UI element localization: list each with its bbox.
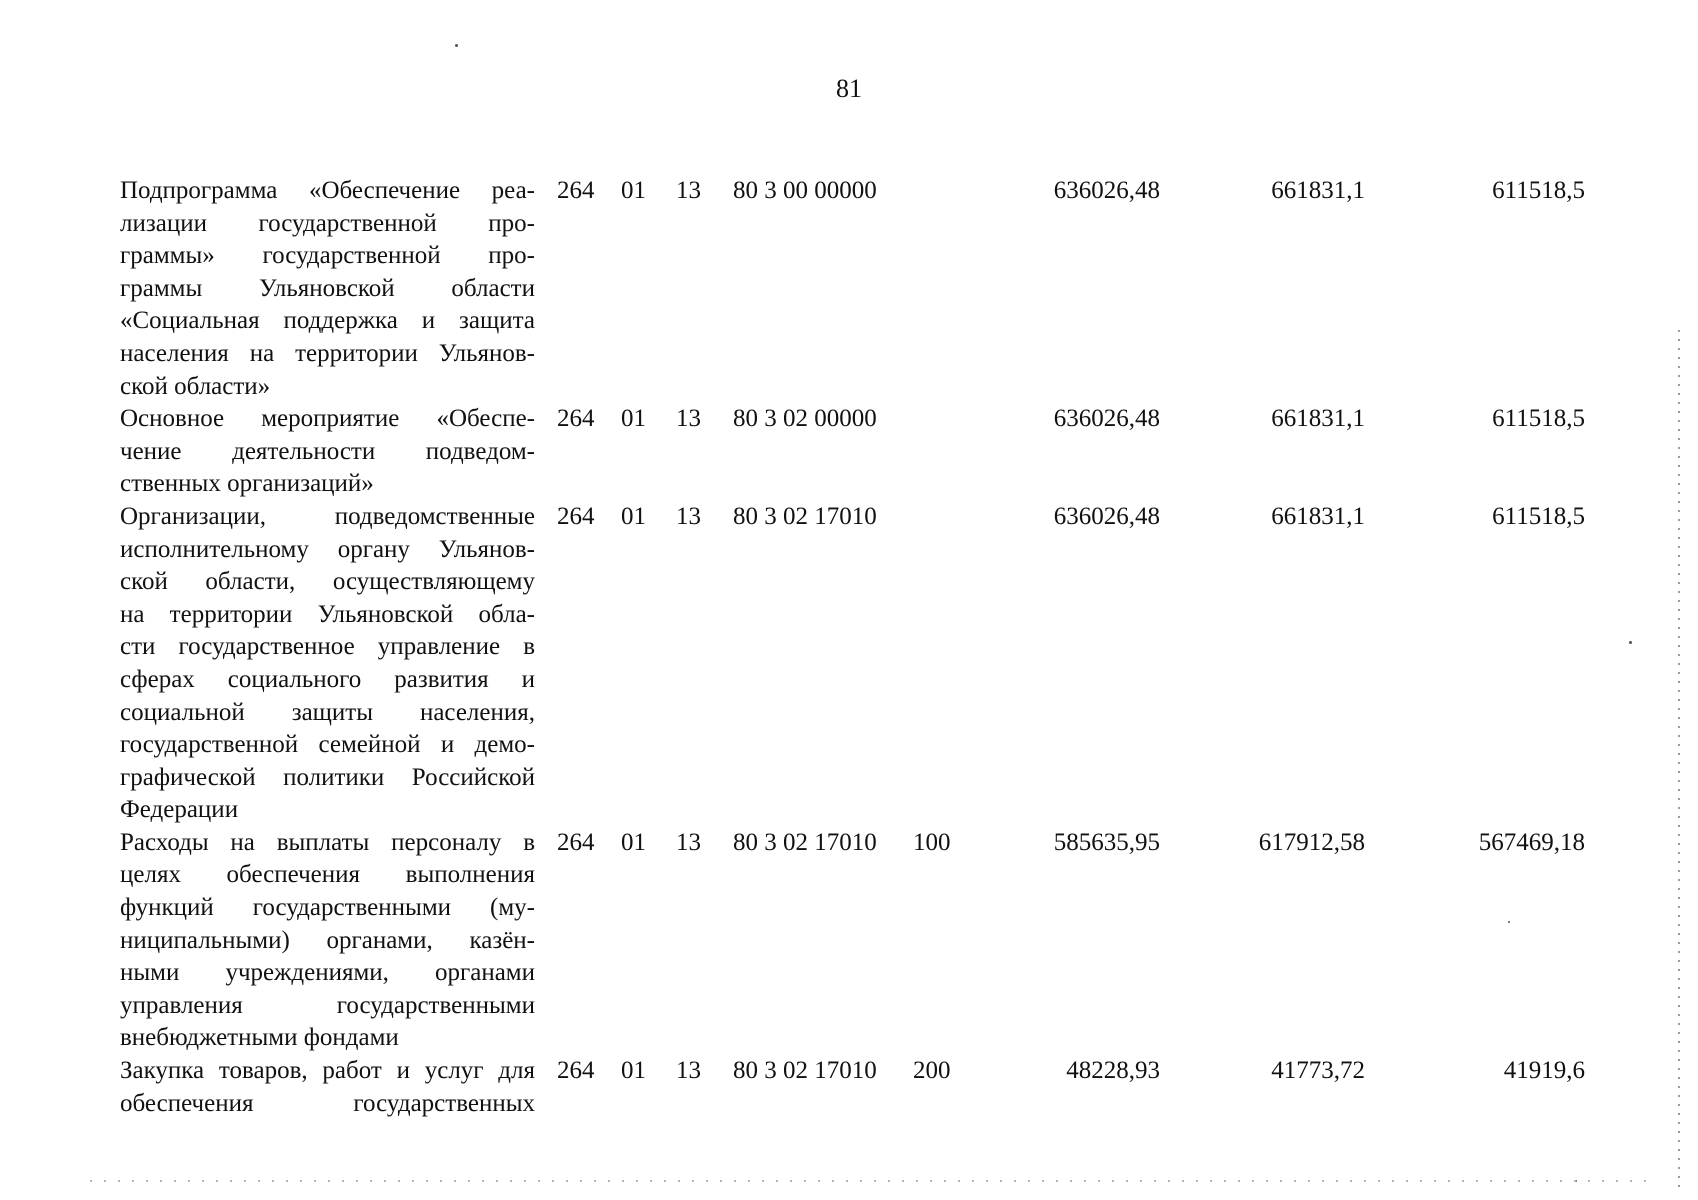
description-line: управления государственными [120,991,535,1019]
description-line: Расходы на выплаты персоналу в [120,828,535,856]
description-line: Организации, подведомственные [120,502,535,530]
description-line: граммы» государственной про- [120,242,535,270]
admin-code-cell: 264 [557,502,595,530]
amount-year2-cell: 617912,58 [1258,828,1365,856]
description-line: функций государственными (му- [120,894,535,922]
target-article-cell: 80 3 02 17010 [733,828,877,856]
subsection-cell: 13 [676,828,701,856]
description-line: чение деятельности подведом- [120,437,535,465]
row-description [120,1055,535,1120]
amount-year3-cell: 611518,5 [1492,405,1585,433]
description-line: обеспечения государственных [120,1089,535,1117]
description-line: ниципальными) органами, казён- [120,926,535,954]
admin-code-cell: 264 [557,1057,595,1085]
target-article-cell: 80 3 02 00000 [733,405,877,433]
amount-year2-cell: 661831,1 [1271,405,1365,433]
table-row [120,501,1585,827]
expense-type-cell: 200 [913,1057,951,1085]
description-line: Основное мероприятие «Обеспе- [120,405,535,433]
description-line: исполнительному органу Ульянов- [120,535,535,563]
description-line: сти государственное управление в [120,633,535,661]
section-cell: 01 [621,828,646,856]
row-description [120,175,535,403]
table-row [120,1055,1585,1120]
subsection-cell: 13 [676,405,701,433]
section-cell: 01 [621,405,646,433]
section-cell: 01 [621,177,646,204]
description-line: «Социальная поддержка и защита [120,307,535,335]
amount-year1-cell: 636026,48 [1053,405,1160,433]
row-description [120,403,535,501]
amount-year2-cell: 41773,72 [1271,1057,1365,1085]
description-line: целях обеспечения выполнения [120,861,535,889]
subsection-cell: 13 [676,177,701,204]
description-line: лизации государственной про- [120,209,535,237]
description-line: населения на территории Ульянов- [120,339,535,367]
target-article-cell: 80 3 00 00000 [733,177,877,204]
table-row [120,175,1585,403]
target-article-cell: 80 3 02 17010 [733,502,877,530]
description-line: Подпрограмма «Обеспечение реа- [120,177,535,204]
description-line: ственных организаций» [120,470,374,498]
amount-year3-cell: 611518,5 [1492,177,1585,204]
scan-bottom-noise [90,1180,1658,1182]
section-cell: 01 [621,502,646,530]
amount-year2-cell: 661831,1 [1271,502,1365,530]
amount-year1-cell: 585635,95 [1053,828,1160,856]
budget-table [120,175,1585,1120]
description-line: государственной семейной и демо- [120,731,535,759]
table-row [120,403,1585,501]
description-line: сферах социального развития и [120,665,535,693]
description-line: социальной защиты населения, [120,698,535,726]
amount-year1-cell: 636026,48 [1053,502,1160,530]
amount-year1-cell: 636026,48 [1053,177,1160,204]
admin-code-cell: 264 [557,177,595,204]
description-line: внебюджетными фондами [120,1024,399,1052]
target-article-cell: 80 3 02 17010 [733,1057,877,1085]
amount-year3-cell: 567469,18 [1478,828,1585,856]
description-line: ными учреждениями, органами [120,959,535,987]
page-number: 81 [836,74,862,103]
subsection-cell: 13 [676,502,701,530]
amount-year1-cell: 48228,93 [1066,1057,1160,1085]
admin-code-cell: 264 [557,405,595,433]
description-line: ской области» [120,372,271,400]
description-line: Закупка товаров, работ и услуг для [120,1057,535,1085]
section-cell: 01 [621,1057,646,1085]
amount-year3-cell: 611518,5 [1492,502,1585,530]
scan-edge-noise [1678,330,1680,1190]
expense-type-cell: 100 [913,828,951,856]
subsection-cell: 13 [676,1057,701,1085]
description-line: Федерации [120,796,239,824]
description-line: графической политики Российской [120,763,535,791]
admin-code-cell: 264 [557,828,595,856]
description-line: ской области, осуществляющему [120,568,535,596]
row-description [120,501,535,827]
table-row [120,827,1585,1055]
row-description [120,827,535,1055]
description-line: на территории Ульяновской обла- [120,600,535,628]
amount-year2-cell: 661831,1 [1271,177,1365,204]
description-line: граммы Ульяновской области [120,274,535,302]
amount-year3-cell: 41919,6 [1503,1057,1585,1085]
